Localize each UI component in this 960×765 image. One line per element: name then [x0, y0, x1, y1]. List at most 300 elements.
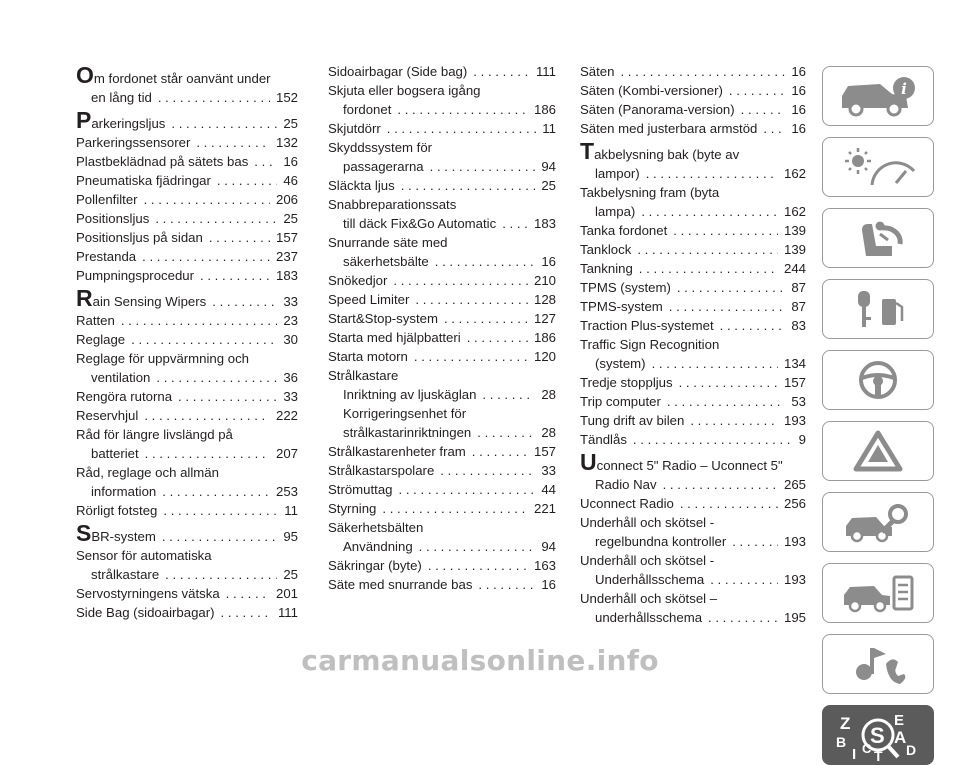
index-entry[interactable] — [76, 425, 298, 463]
index-entry[interactable] — [76, 247, 298, 266]
index-entry-line — [328, 138, 556, 157]
index-entry[interactable] — [328, 195, 556, 214]
page-number: 16 — [541, 577, 556, 592]
index-entry-continuation-text: lampor) — [595, 166, 640, 181]
index-letter-i: I — [852, 746, 857, 763]
index-entry-continuation — [580, 608, 806, 627]
index-letter-e: E — [894, 712, 905, 729]
index-entry-continuation — [76, 482, 298, 501]
index-entry[interactable] — [328, 233, 556, 271]
index-entry[interactable] — [76, 501, 298, 520]
index-entry-line — [328, 328, 556, 347]
dot-leader — [254, 152, 277, 171]
page-number: 222 — [275, 408, 298, 423]
dot-leader — [708, 608, 778, 627]
index-entry-line — [328, 537, 556, 556]
index-entry-continuation-text: underhållsschema — [595, 610, 703, 625]
dot-leader — [419, 537, 536, 556]
page-number: 134 — [783, 356, 806, 371]
index-entry-line — [580, 411, 806, 430]
index-entry-line — [76, 349, 298, 368]
page-number: 237 — [275, 249, 298, 264]
index-entry-text: Side Bag (sidoairbagar) — [76, 605, 215, 620]
index-entry[interactable] — [580, 392, 806, 411]
index-entry-text: m fordonet står oanvänt under — [93, 71, 271, 86]
index-entry-line — [328, 518, 556, 537]
index-entry[interactable] — [328, 176, 556, 195]
dot-leader — [144, 190, 270, 209]
index-entry[interactable] — [580, 513, 806, 551]
page-number: 128 — [533, 292, 556, 307]
index-entry-line — [328, 404, 556, 423]
page-number: 83 — [791, 318, 806, 333]
index-entry-text: Servostyrningens vätska — [76, 586, 220, 601]
page-number: 53 — [791, 394, 806, 409]
dot-leader — [652, 354, 778, 373]
dot-leader — [200, 266, 270, 285]
index-entry-line — [328, 290, 556, 309]
dot-leader — [158, 88, 270, 107]
index-entry[interactable] — [580, 589, 806, 627]
index-entry-text: Skjutdörr — [328, 121, 381, 136]
dot-leader — [196, 133, 270, 152]
index-entry-text: Underhåll och skötsel - — [580, 515, 715, 530]
index-entry[interactable] — [580, 297, 806, 316]
dot-leader — [690, 411, 778, 430]
index-entry-line — [76, 425, 298, 444]
index-entry[interactable] — [328, 138, 556, 176]
dot-leader — [428, 556, 528, 575]
index-entry[interactable] — [76, 546, 298, 584]
index-letter-d: D — [906, 742, 917, 758]
index-entry-text: Parkeringssensorer — [76, 135, 191, 150]
index-entry-continuation-text: strålkastare — [91, 567, 160, 582]
page-number: 183 — [533, 216, 556, 231]
index-entry-line — [76, 406, 298, 425]
index-entry-text: Plastbeklädnad på sätets bas — [76, 154, 249, 169]
index-entry-line — [76, 603, 298, 622]
page-number: 206 — [275, 192, 298, 207]
page-number: 28 — [541, 425, 556, 440]
index-entry-line — [328, 347, 556, 366]
index-entry-continuation — [76, 88, 298, 107]
index-entry-line — [580, 100, 806, 119]
page-number: 95 — [283, 529, 298, 544]
index-entry-text: Start&Stop-system — [328, 311, 438, 326]
index-entry-line — [76, 228, 298, 247]
index-entry[interactable] — [580, 278, 806, 297]
index-entry-line — [76, 133, 298, 152]
index-entry[interactable] — [76, 228, 298, 247]
warning-triangle-icon — [836, 429, 920, 473]
index-entry-text: Uconnect Radio — [580, 496, 674, 511]
index-entry-text: ain Sensing Wipers — [92, 294, 207, 309]
index-entry-text: TPMS-system — [580, 299, 663, 314]
section-initial-letter: O — [76, 62, 93, 88]
page-number: 207 — [275, 446, 298, 461]
index-entry-continuation — [580, 164, 806, 183]
page-number: 193 — [783, 572, 806, 587]
dot-leader — [440, 461, 535, 480]
chapter-tab-dashboard[interactable] — [822, 137, 934, 197]
index-entry-text: Säte med snurrande bas — [328, 577, 473, 592]
index-entry[interactable] — [76, 152, 298, 171]
index-entry-line — [580, 551, 806, 570]
page-number: 87 — [791, 280, 806, 295]
index-entry-continuation — [580, 475, 806, 494]
index-entry[interactable] — [76, 133, 298, 152]
index-entry-text: Rörligt fotsteg — [76, 503, 158, 518]
dot-leader — [387, 119, 537, 138]
index-entry-text: Säten med justerbara armstöd — [580, 121, 758, 136]
watermark: carmanualsonline.info — [301, 644, 659, 677]
index-entry-continuation — [580, 532, 806, 551]
dot-leader — [382, 499, 528, 518]
page-number: 162 — [783, 204, 806, 219]
dot-leader — [397, 100, 528, 119]
index-entry-continuation-text: batteriet — [91, 446, 139, 461]
index-entry-line — [76, 584, 298, 603]
index-entry-line — [76, 285, 298, 311]
chapter-tab-index[interactable] — [822, 705, 934, 765]
index-entry[interactable] — [580, 100, 806, 119]
index-entry-text: Strömuttag — [328, 482, 393, 497]
index-entry-text: Säten (Panorama-version) — [580, 102, 735, 117]
section-initial-letter: U — [580, 449, 596, 475]
index-entry[interactable] — [76, 266, 298, 285]
page-number: 221 — [533, 501, 556, 516]
index-entry[interactable] — [580, 183, 806, 221]
chapter-tab-maintenance[interactable] — [822, 492, 934, 552]
page-number: 11 — [284, 503, 298, 518]
steering-wheel-icon — [836, 358, 920, 402]
index-entry[interactable] — [76, 107, 298, 133]
dot-leader — [710, 570, 778, 589]
index-entry[interactable] — [76, 171, 298, 190]
chapter-tab-technical-data[interactable] — [822, 563, 934, 623]
dot-leader — [472, 442, 528, 461]
index-entry-continuation-text: passagerarna — [343, 159, 424, 174]
index-entry-text: Speed Limiter — [328, 292, 410, 307]
index-entry[interactable] — [328, 442, 556, 461]
index-entry-text: Reglage för uppvärmning och — [76, 351, 250, 366]
index-entry[interactable] — [580, 62, 806, 81]
index-entry[interactable] — [328, 366, 556, 385]
index-entry-continuation-text: strålkastarinriktningen — [343, 425, 472, 440]
index-entry-line — [76, 266, 298, 285]
index-entry-line — [328, 233, 556, 252]
index-entry-line — [76, 62, 298, 88]
index-letter-c: C — [862, 741, 872, 756]
index-entry[interactable] — [76, 406, 298, 425]
index-entry-line — [580, 119, 806, 138]
index-entry-text: connect 5" Radio – Uconnect 5" — [596, 458, 783, 473]
index-entry[interactable] — [328, 461, 556, 480]
dot-leader — [393, 271, 528, 290]
index-entry-line — [328, 461, 556, 480]
index-entry-continuation — [580, 570, 806, 589]
index-column-2 — [328, 62, 556, 594]
dot-leader — [163, 501, 278, 520]
index-entry[interactable] — [580, 494, 806, 513]
index-entry[interactable] — [76, 62, 298, 107]
page-number: 139 — [783, 223, 806, 238]
index-entry[interactable] — [580, 240, 806, 259]
index-entry-text: Släckta ljus — [328, 178, 395, 193]
dot-leader — [444, 309, 528, 328]
airbag-seat-icon — [836, 216, 920, 260]
chapter-tab-starting[interactable] — [822, 279, 934, 339]
page-number: 11 — [542, 121, 556, 136]
index-entry-text: Säten — [580, 64, 615, 79]
dot-leader — [226, 584, 270, 603]
dot-leader — [145, 444, 270, 463]
chapter-tab-safety[interactable] — [822, 208, 934, 268]
index-entry[interactable] — [76, 285, 298, 311]
index-entry-text: Trip computer — [580, 394, 661, 409]
page-number: 87 — [791, 299, 806, 314]
dot-leader — [633, 430, 793, 449]
index-entry-text: Pneumatiska fjädringar — [76, 173, 211, 188]
dot-leader — [641, 202, 778, 221]
index-entry-text: Snurrande säte med — [328, 235, 448, 250]
index-entry-text: Säkringar (byte) — [328, 558, 422, 573]
index-entry[interactable] — [328, 575, 556, 594]
index-entry[interactable] — [328, 214, 556, 233]
index-entry[interactable] — [328, 480, 556, 499]
dot-leader — [677, 278, 785, 297]
index-entry[interactable] — [328, 81, 556, 119]
index-entry-line — [328, 556, 556, 575]
index-letter-a: A — [894, 728, 907, 747]
page-number: 111 — [535, 64, 556, 79]
chapter-tab-car-info[interactable] — [822, 66, 934, 126]
index-entry[interactable] — [328, 309, 556, 328]
index-entry-text: Starta med hjälpbatteri — [328, 330, 461, 345]
index-entry-text: Reglage — [76, 332, 126, 347]
dot-leader — [720, 316, 786, 335]
index-entry[interactable] — [580, 411, 806, 430]
index-entry[interactable] — [328, 499, 556, 518]
index-entry-continuation-text: en lång tid — [91, 90, 152, 105]
index-entry-continuation-text: ventilation — [91, 370, 151, 385]
dot-leader — [679, 373, 778, 392]
index-entry-line — [580, 62, 806, 81]
index-entry-text: Traction Plus-systemet — [580, 318, 714, 333]
index-entry-line — [580, 430, 806, 449]
dot-leader — [741, 100, 786, 119]
index-entry-continuation — [328, 157, 556, 176]
index-entry[interactable] — [328, 518, 556, 537]
index-entry-text: Starta motorn — [328, 349, 408, 364]
dot-leader — [680, 494, 778, 513]
index-entry[interactable] — [76, 520, 298, 546]
dot-leader — [763, 119, 785, 138]
index-entry-text: Sidoairbagar (Side bag) — [328, 64, 468, 79]
index-entry[interactable] — [328, 328, 556, 347]
index-entry-text: Underhåll och skötsel - — [580, 553, 715, 568]
dot-leader — [637, 240, 778, 259]
page-number: 23 — [283, 313, 298, 328]
index-entry[interactable] — [76, 330, 298, 349]
page-number: 25 — [283, 211, 298, 226]
index-column-1 — [76, 62, 298, 622]
index-entry-line — [580, 316, 806, 335]
page-number: 16 — [791, 102, 806, 117]
dashboard-lights-icon — [836, 145, 920, 189]
dot-leader — [478, 575, 535, 594]
index-entry-continuation-text: (system) — [595, 356, 646, 371]
index-entry-text: akbelysning bak (byte av — [594, 147, 740, 162]
page-number: 193 — [783, 413, 806, 428]
index-entry-line — [580, 449, 806, 475]
index-entry-line — [328, 309, 556, 328]
index-entry[interactable] — [76, 463, 298, 501]
index-entry[interactable] — [580, 430, 806, 449]
index-entry[interactable] — [328, 347, 556, 366]
index-entry-continuation-text: fordonet — [343, 102, 392, 117]
page-number: 33 — [283, 294, 298, 309]
dot-leader — [477, 423, 535, 442]
alphabetical-index-icon — [826, 707, 930, 763]
dot-leader — [171, 114, 277, 133]
index-entry-text: Tanklock — [580, 242, 632, 257]
index-entry-text: Snabbreparationssats — [328, 197, 457, 212]
index-entry[interactable] — [328, 385, 556, 404]
index-entry-line — [328, 119, 556, 138]
dot-leader — [667, 392, 785, 411]
index-entry[interactable] — [76, 311, 298, 330]
page-number: 25 — [283, 116, 298, 131]
index-entry[interactable] — [328, 62, 556, 81]
page-number: 16 — [541, 254, 556, 269]
index-entry-continuation-text: information — [91, 484, 157, 499]
key-fuel-icon — [836, 287, 920, 331]
index-entry-line — [76, 311, 298, 330]
index-entry-line — [328, 499, 556, 518]
chapter-tab-emergency[interactable] — [822, 421, 934, 481]
index-entry-text: TPMS (system) — [580, 280, 671, 295]
index-entry[interactable] — [76, 584, 298, 603]
index-entry[interactable] — [580, 259, 806, 278]
index-entry[interactable] — [328, 290, 556, 309]
index-entry-line — [76, 546, 298, 565]
index-entry[interactable] — [580, 221, 806, 240]
index-entry[interactable] — [328, 271, 556, 290]
dot-leader — [732, 532, 778, 551]
page-number: 152 — [275, 90, 298, 105]
index-entry-line — [580, 138, 806, 164]
dot-leader — [620, 62, 785, 81]
index-entry-line — [328, 442, 556, 461]
page-number: 16 — [791, 121, 806, 136]
dot-leader — [473, 62, 530, 81]
dot-leader — [502, 214, 528, 233]
index-entry-line — [328, 81, 556, 100]
index-entry-line — [76, 463, 298, 482]
index-entry[interactable] — [328, 537, 556, 556]
index-entry-text: Tanka fordonet — [580, 223, 668, 238]
index-entry[interactable] — [580, 119, 806, 138]
index-entry-continuation-text: regelbundna kontroller — [595, 534, 727, 549]
dot-leader — [729, 81, 785, 100]
index-entry-continuation — [580, 354, 806, 373]
index-entry[interactable] — [580, 335, 806, 373]
page-number: 28 — [541, 387, 556, 402]
index-entry[interactable] — [580, 316, 806, 335]
index-entry-text: Sensor för automatiska — [76, 548, 212, 563]
dot-leader — [221, 603, 272, 622]
car-data-icon — [836, 571, 920, 615]
index-entry-text: Tredje stoppljus — [580, 375, 673, 390]
index-entry-line — [580, 297, 806, 316]
index-entry[interactable] — [76, 209, 298, 228]
page-number: 157 — [783, 375, 806, 390]
page-number: 25 — [283, 567, 298, 582]
index-entry[interactable] — [580, 138, 806, 183]
page-number: 210 — [533, 273, 556, 288]
page-number: 127 — [533, 311, 556, 326]
index-entry-line — [328, 214, 556, 233]
index-entry[interactable] — [76, 190, 298, 209]
index-entry-text: Styrning — [328, 501, 377, 516]
index-entry-line — [328, 575, 556, 594]
dot-leader — [121, 311, 277, 330]
chapter-tab-driving[interactable] — [822, 350, 934, 410]
index-entry-continuation-text: Radio Nav — [595, 477, 657, 492]
index-entry[interactable] — [580, 81, 806, 100]
index-entry-line — [328, 366, 556, 385]
index-entry[interactable] — [328, 119, 556, 138]
index-entry[interactable] — [76, 387, 298, 406]
wrench-car-icon — [836, 500, 920, 544]
index-entry-continuation — [328, 252, 556, 271]
page-number: 25 — [541, 178, 556, 193]
index-entry-text: Råd för längre livslängd på — [76, 427, 233, 442]
dot-leader — [401, 176, 536, 195]
page-number: 157 — [275, 230, 298, 245]
section-initial-letter: T — [580, 138, 594, 164]
dot-leader — [156, 368, 277, 387]
index-entry-continuation — [76, 368, 298, 387]
index-entry[interactable] — [76, 349, 298, 387]
page-number: 111 — [277, 605, 298, 620]
index-entry-line — [76, 107, 298, 133]
index-entry-line — [328, 195, 556, 214]
dot-leader — [217, 171, 277, 190]
index-entry[interactable] — [580, 373, 806, 392]
dot-leader — [162, 482, 270, 501]
index-entry[interactable] — [580, 449, 806, 494]
page-number: 132 — [275, 135, 298, 150]
dot-leader — [415, 290, 528, 309]
index-entry-line — [580, 392, 806, 411]
page-number: 16 — [283, 154, 298, 169]
dot-leader — [673, 221, 778, 240]
index-entry[interactable] — [580, 551, 806, 589]
index-entry[interactable] — [328, 556, 556, 575]
index-entry[interactable] — [328, 404, 556, 442]
dot-leader — [435, 252, 536, 271]
page-number: 36 — [283, 370, 298, 385]
index-entry[interactable] — [76, 603, 298, 622]
index-entry-text: Rengöra rutorna — [76, 389, 173, 404]
page-number: 186 — [533, 330, 556, 345]
index-entry-line — [580, 494, 806, 513]
page-number: 16 — [791, 64, 806, 79]
page-number: 256 — [783, 496, 806, 511]
index-entry-line — [580, 259, 806, 278]
